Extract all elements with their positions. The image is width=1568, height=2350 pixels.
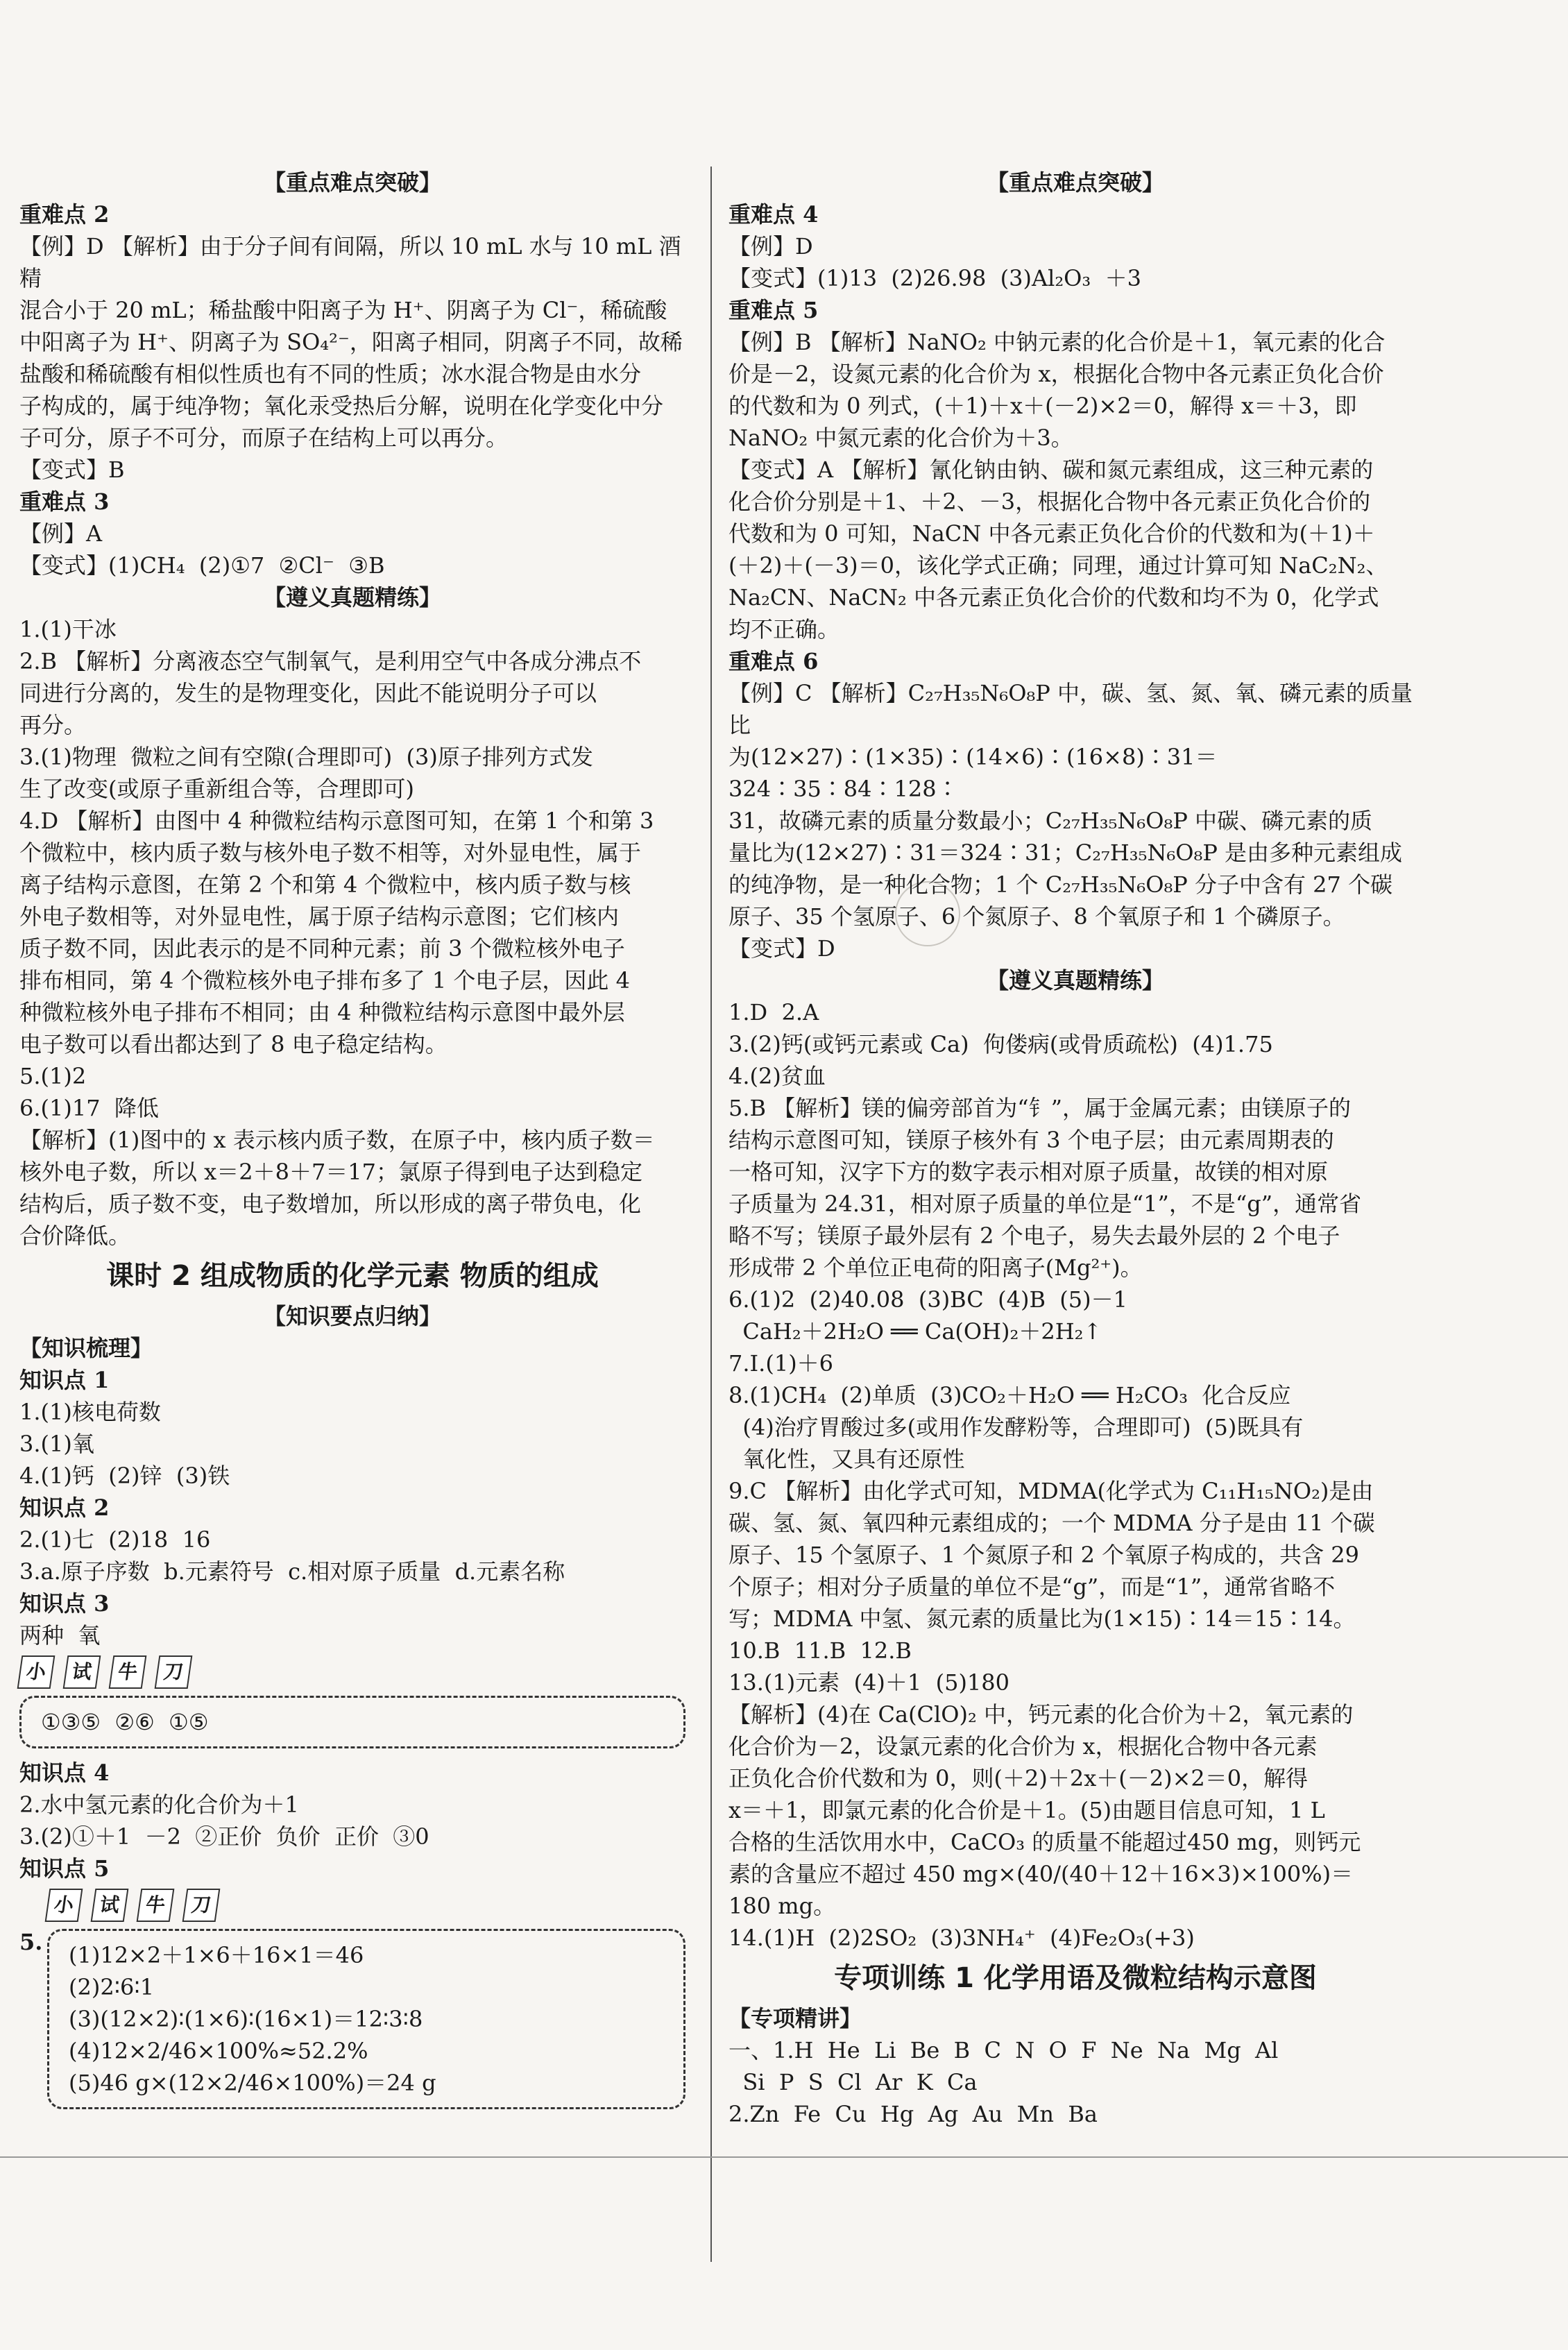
answer-line: 再分。 (19, 712, 87, 738)
answer-line: 素的含量应不超过 450 mg×(40/(40＋12＋16×3)×100%)＝ (728, 1861, 1354, 1887)
answer-line: x＝＋1，即氯元素的化合价是＋1。(5)由题目信息可知，1 L (728, 1797, 1325, 1823)
answer-line: 5.B 【解析】镁的偏旁部首为“钅”，属于金属元素；由镁原子的 (728, 1095, 1351, 1121)
answer-line: 结构示意图可知，镁原子核外有 3 个电子层；由元素周期表的 (728, 1127, 1334, 1153)
answer-line: 【变式】A 【解析】氰化钠由钠、碳和氮元素组成，这三种元素的 (728, 457, 1374, 483)
answer-line: 重难点 3 (19, 488, 110, 515)
answer-line: 子质量为 24.31，相对原子质量的单位是“1”，不是“g”，通常省 (728, 1191, 1362, 1217)
answer-line: 的代数和为 0 列式，(＋1)＋x＋(－2)×2＝0，解得 x＝＋3，即 (728, 393, 1357, 419)
answer-line: 电子数可以看出都达到了 8 电子稳定结构。 (19, 1031, 448, 1057)
answer-line: 价是－2，设氮元素的化合价为 x，根据化合物中各元素正负化合价 (728, 361, 1384, 387)
section-heading: 【重点难点突破】 (263, 169, 441, 196)
answer-line: 合价降低。 (19, 1223, 131, 1249)
answer-line: 2.B 【解析】分离液态空气制氧气，是利用空气中各成分沸点不 (19, 648, 642, 674)
answer-line: 【变式】B (19, 457, 125, 483)
answer-line: 化合价为－2，设氯元素的化合价为 x，根据化合物中各元素 (728, 1733, 1318, 1760)
section-heading: 【遵义真题精练】 (986, 967, 1164, 994)
section-heading: 【遵义真题精练】 (263, 584, 441, 611)
answer-line: 重难点 5 (728, 297, 819, 323)
column-divider (710, 167, 712, 2262)
answer-line: 【例】D 【解析】由于分子间有间隔，所以 10 mL 水与 10 mL 酒精 (19, 233, 681, 291)
practice-tag: 刀 (182, 1889, 221, 1922)
box-line: (4)12×2/46×100%≈52.2% (69, 2038, 368, 2064)
answer-line: 1.(1)干冰 (19, 616, 117, 642)
practice-tag: 小 (17, 1655, 56, 1689)
answer-line: 8.(1)CH₄ (2)单质 (3)CO₂＋H₂O ══ H₂CO₃ 化合反应 (728, 1382, 1291, 1408)
answer-line: 离子结构示意图，在第 2 个和第 4 个微粒中，核内质子数与核 (19, 871, 631, 898)
answer-line: 【变式】(1)13 (2)26.98 (3)Al₂O₃ ＋3 (728, 265, 1141, 291)
practice-tags-1 (19, 1655, 685, 1689)
answer-line: 一、1.H He Li Be B C N O F Ne Na Mg Al (728, 2037, 1279, 2063)
answer-line: 【例】A (19, 520, 103, 547)
answer-line: 【解析】(1)图中的 x 表示核内质子数，在原子中，核内质子数＝ (19, 1127, 655, 1153)
right-column (728, 167, 1422, 2130)
answer-line: 7.Ⅰ.(1)＋6 (728, 1350, 834, 1377)
answer-line: 知识点 1 (19, 1367, 110, 1393)
answer-line: 为(12×27)∶(1×35)∶(14×6)∶(16×8)∶31＝324∶35∶84∶128∶ (728, 744, 1218, 802)
answer-line: 【例】C 【解析】C₂₇H₃₅N₆O₈P 中，碳、氢、氮、氧、磷元素的质量比 (728, 680, 1413, 738)
answer-line: 写；MDMA 中氢、氮元素的质量比为(1×15)∶14＝15∶14。 (728, 1606, 1356, 1632)
left-column (19, 167, 685, 2118)
practice-tag: 牛 (109, 1655, 147, 1689)
answer-line: 1.D 2.A (728, 999, 819, 1025)
answer-line: 核外电子数，所以 x＝2＋8＋7＝17；氯原子得到电子达到稳定 (19, 1159, 643, 1185)
practice-box-2 (47, 1929, 685, 2109)
answer-line: Na₂CN、NaCN₂ 中各元素正负化合价的代数和均不为 0，化学式 (728, 584, 1379, 611)
answer-line: 的纯净物，是一种化合物；1 个 C₂₇H₃₅N₆O₈P 分子中含有 27 个碳 (728, 871, 1393, 898)
practice-tags-2 (47, 1889, 685, 1922)
answer-line: 同进行分离的，发生的是物理变化，因此不能说明分子可以 (19, 680, 597, 706)
answer-line: 氧化性，又具有还原性 (728, 1446, 965, 1472)
answer-line: 种微粒核外电子排布不相同；由 4 种微粒结构示意图中最外层 (19, 999, 625, 1025)
box-line: (2)2∶6∶1 (69, 1974, 155, 2000)
answer-line: 子可分，原子不可分，而原子在结构上可以再分。 (19, 425, 509, 451)
answer-line: 3.(1)物理 微粒之间有空隙(合理即可) (3)原子排列方式发 (19, 744, 593, 770)
answer-line: 【例】D (728, 233, 813, 259)
answer-line: 形成带 2 个单位正电荷的阳离子(Mg²⁺)。 (728, 1254, 1143, 1281)
answer-line: 碳、氢、氮、氧四种元素组成的；一个 MDMA 分子是由 11 个碳 (728, 1510, 1375, 1536)
answer-line: 【解析】(4)在 Ca(ClO)₂ 中，钙元素的化合价为＋2，氧元素的 (728, 1701, 1354, 1728)
box-line: ①③⑤ ②⑥ ①⑤ (41, 1709, 209, 1735)
answer-line: 10.B 11.B 12.B (728, 1637, 912, 1664)
answer-line: 6.(1)17 降低 (19, 1095, 159, 1121)
answer-line: 原子、15 个氢原子、1 个氮原子和 2 个氧原子构成的，共含 29 (728, 1542, 1360, 1568)
answer-line: 质子数不同，因此表示的是不同种元素；前 3 个微粒核外电子 (19, 935, 625, 962)
answer-line: 14.(1)H (2)2SO₂ (3)3NH₄⁺ (4)Fe₂O₃(+3) (728, 1925, 1195, 1951)
answer-line: 均不正确。 (728, 616, 840, 642)
answer-line: (＋2)＋(－3)＝0，该化学式正确；同理，通过计算可知 NaC₂N₂、 (728, 552, 1388, 579)
question-5-label: 5. (19, 1929, 43, 1955)
answer-line: 化合价分别是＋1、＋2、－3，根据化合物中各元素正负化合价的 (728, 488, 1371, 515)
answer-line: 知识点 3 (19, 1590, 110, 1617)
practice-tag: 刀 (155, 1655, 193, 1689)
answer-line: 5.(1)2 (19, 1063, 87, 1089)
answer-line: 盐酸和稀硫酸有相似性质也有不同的性质；冰水混合物是由水分 (19, 361, 642, 387)
practice-box-1 (19, 1696, 685, 1748)
section-heading: 【重点难点突破】 (986, 169, 1164, 196)
answer-line: Si P S Cl Ar K Ca (728, 2069, 978, 2095)
answer-line: 结构后，质子数不变，电子数增加，所以形成的离子带负电，化 (19, 1191, 642, 1217)
answer-line: NaNO₂ 中氮元素的化合价为＋3。 (728, 425, 1073, 451)
left-answer-lines-2 (19, 1757, 685, 1884)
answer-line: 中阳离子为 H⁺、阴离子为 SO₄²⁻，阳离子相同，阴离子不同，故稀 (19, 329, 683, 355)
answer-line: 原子、35 个氢原子、6 个氮原子、8 个氧原子和 1 个磷原子。 (728, 903, 1345, 930)
answer-line: 2.水中氢元素的化合价为＋1 (19, 1791, 299, 1818)
right-answer-lines (728, 167, 1422, 2130)
answer-line: 两种 氧 (19, 1622, 101, 1649)
answer-line: 子构成的，属于纯净物；氧化汞受热后分解，说明在化学变化中分 (19, 393, 664, 419)
answer-line: 生了改变(或原子重新组合等，合理即可) (19, 776, 414, 802)
answer-line: (4)治疗胃酸过多(或用作发酵粉等，合理即可) (5)既具有 (728, 1414, 1304, 1440)
answer-line: 13.(1)元素 (4)＋1 (5)180 (728, 1669, 1010, 1696)
answer-line: 混合小于 20 mL；稀盐酸中阳离子为 H⁺、阴离子为 Cl⁻，稀硫酸 (19, 297, 667, 323)
answer-line: 外电子数相等，对外显电性，属于原子结构示意图；它们核内 (19, 903, 620, 930)
answer-line: 2.Zn Fe Cu Hg Ag Au Mn Ba (728, 2101, 1098, 2127)
box-line: (3)(12×2)∶(1×6)∶(16×1)＝12∶3∶8 (69, 2006, 423, 2032)
answer-line: 4.(2)贫血 (728, 1063, 826, 1089)
bottom-rule (0, 2156, 1568, 2158)
answer-line: 个原子；相对分子质量的单位不是“g”，而是“1”，通常省略不 (728, 1574, 1336, 1600)
answer-line: 合格的生活饮用水中，CaCO₃ 的质量不能超过450 mg，则钙元 (728, 1829, 1361, 1855)
section-heading: 【知识要点归纳】 (263, 1303, 441, 1329)
answer-line: 一格可知，汉字下方的数字表示相对原子质量，故镁的相对原 (728, 1159, 1329, 1185)
answer-line: 正负化合价代数和为 0，则(＋2)＋2x＋(－2)×2＝0，解得 (728, 1765, 1309, 1791)
answer-line: 【变式】D (728, 935, 835, 962)
answer-line: 【例】B 【解析】NaNO₂ 中钠元素的化合价是＋1，氧元素的化合 (728, 329, 1386, 355)
practice-tag: 牛 (137, 1889, 175, 1922)
answer-line: CaH₂＋2H₂O ══ Ca(OH)₂＋2H₂↑ (728, 1318, 1102, 1345)
answer-line: 代数和为 0 可知，NaCN 中各元素正负化合价的代数和为(＋1)＋ (728, 520, 1375, 547)
answer-line: 3.a.原子序数 b.元素符号 c.相对原子质量 d.元素名称 (19, 1558, 565, 1585)
answer-line: 【知识梳理】 (19, 1335, 153, 1361)
answer-line: 重难点 6 (728, 648, 819, 674)
answer-line: 知识点 4 (19, 1760, 110, 1786)
section-heading: 专项训练 1 化学用语及微粒结构示意图 (834, 1962, 1317, 1994)
answer-line: 4.D 【解析】由图中 4 种微粒结构示意图可知，在第 1 个和第 3 (19, 808, 654, 834)
answer-line: 2.(1)七 (2)18 16 (19, 1526, 211, 1553)
answer-line: 3.(2)①＋1 －2 ②正价 负价 正价 ③0 (19, 1823, 429, 1850)
section-heading: 课时 2 组成物质的化学元素 物质的组成 (106, 1260, 599, 1292)
answer-line: 1.(1)核电荷数 (19, 1399, 161, 1425)
left-answer-lines (19, 167, 685, 1651)
answer-line: 排布相同，第 4 个微粒核外电子排布多了 1 个电子层，因此 4 (19, 967, 630, 994)
answer-line: 31，故磷元素的质量分数最小；C₂₇H₃₅N₆O₈P 中碳、磷元素的质 (728, 808, 1373, 834)
answer-line: 知识点 2 (19, 1495, 110, 1521)
practice-tag: 小 (45, 1889, 83, 1922)
answer-line: 知识点 5 (19, 1855, 110, 1882)
answer-line: 3.(1)氧 (19, 1431, 94, 1457)
answer-line: 180 mg。 (728, 1893, 836, 1919)
answer-line: 量比为(12×27)∶31＝324∶31；C₂₇H₃₅N₆O₈P 是由多种元素组成 (728, 840, 1403, 866)
answer-line: 【变式】(1)CH₄ (2)①7 ②Cl⁻ ③B (19, 552, 385, 579)
answer-line: 个微粒中，核内质子数与核外电子数不相等，对外显电性，属于 (19, 840, 642, 866)
answer-line: 略不写；镁原子最外层有 2 个电子，易失去最外层的 2 个电子 (728, 1223, 1340, 1249)
answer-line: 重难点 4 (728, 201, 819, 228)
answer-line: 9.C 【解析】由化学式可知，MDMA(化学式为 C₁₁H₁₅NO₂)是由 (728, 1478, 1374, 1504)
practice-tag: 试 (63, 1655, 101, 1689)
box-line: (5)46 g×(12×2/46×100%)＝24 g (69, 2070, 436, 2096)
box-line: (1)12×2＋1×6＋16×1＝46 (69, 1942, 364, 1968)
answer-line: 【专项精讲】 (728, 2005, 862, 2032)
answer-line: 3.(2)钙(或钙元素或 Ca) 佝偻病(或骨质疏松) (4)1.75 (728, 1031, 1273, 1057)
practice-tag: 试 (91, 1889, 129, 1922)
answer-line: 4.(1)钙 (2)锌 (3)铁 (19, 1463, 230, 1489)
answer-line: 重难点 2 (19, 201, 110, 228)
answer-line: 6.(1)2 (2)40.08 (3)BC (4)B (5)－1 (728, 1286, 1127, 1313)
